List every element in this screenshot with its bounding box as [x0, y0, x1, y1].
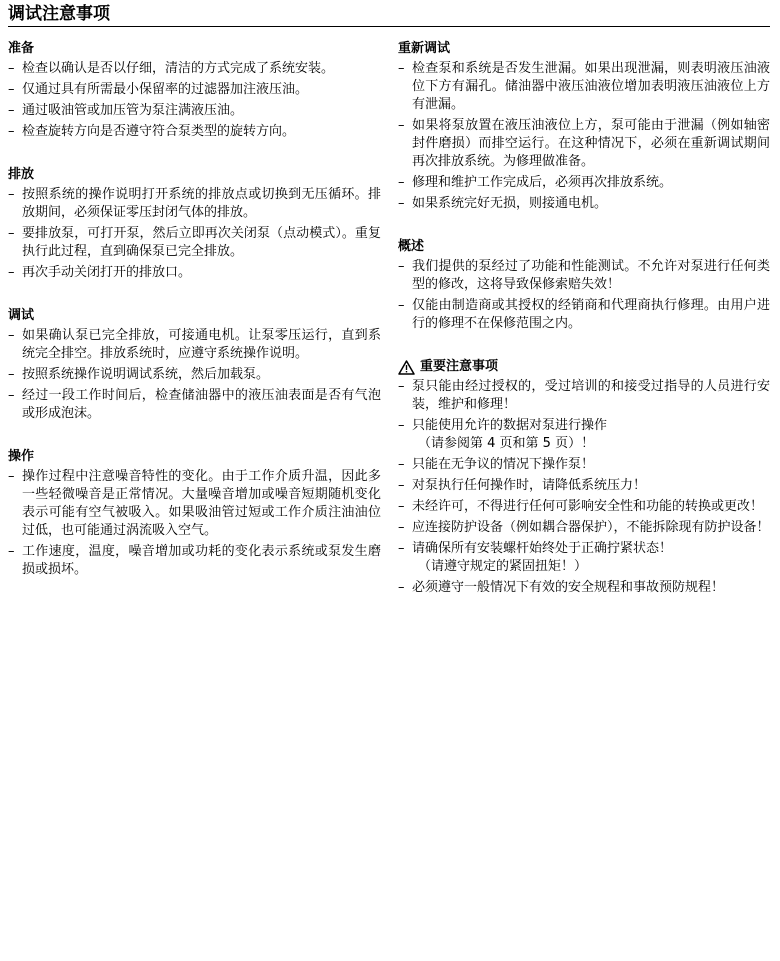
list-prep [8, 60, 381, 141]
warning-triangle-icon [398, 360, 415, 375]
list-recommission [398, 60, 770, 213]
list-commission [8, 327, 381, 423]
list-general [398, 258, 770, 333]
list-item: – 仅能由制造商或其授权的经销商和代理商执行修理。由用户进行的修理不在保修范围之内。 [398, 297, 770, 333]
section-heading-important-wrap [398, 358, 770, 376]
section-operation [8, 448, 381, 579]
section-recommission [398, 40, 770, 213]
list-item: – 未经许可，不得进行任何可影响安全性和功能的转换或更改！ [398, 498, 770, 516]
section-general [398, 238, 770, 333]
list-item [398, 540, 770, 576]
section-prep [8, 40, 381, 141]
list-item: – 经过一段工作时间后，检查储油器中的液压油表面是否有气泡或形成泡沫。 [8, 387, 381, 423]
title-divider [8, 26, 770, 27]
list-item: – 必须遵守一般情况下有效的安全规程和事故预防规程！ [398, 579, 770, 597]
left-column [8, 40, 381, 604]
list-item: – 只能在无争议的情况下操作泵！ [398, 456, 770, 474]
list-item: – 应连接防护设备（例如耦合器保护），不能拆除现有防护设备！ [398, 519, 770, 537]
list-item-text: 只能使用允许的数据对泵进行操作 [412, 418, 608, 433]
list-item: – 泵只能由经过授权的，受过培训的和接受过指导的人员进行安装，维护和修理！ [398, 378, 770, 414]
list-item: – 如果将泵放置在液压油液位上方，泵可能由于泄漏（例如轴密封件磨损）而排空运行。在这种情况下，必须在重新调试期间再次排放系统。为修理做准备。 [398, 117, 770, 171]
list-bleed [8, 186, 381, 282]
section-heading-bleed: 排放 [8, 167, 35, 182]
section-heading-recommission: 重新调试 [398, 41, 451, 56]
section-heading-prep: 准备 [8, 41, 35, 56]
list-item: – 如果系统完好无损，则接通电机。 [398, 195, 770, 213]
section-heading-general: 概述 [398, 239, 425, 254]
section-heading-operation: 操作 [8, 449, 35, 464]
list-item: – 通过吸油管或加压管为泵注满液压油。 [8, 102, 381, 120]
list-item: – 检查泵和系统是否发生泄漏。如果出现泄漏，则表明液压油液位下方有漏孔。储油器中液压油液位增加表明液压油液位上方有泄漏。 [398, 60, 770, 114]
list-item: – 检查以确认是否以仔细，清洁的方式完成了系统安装。 [8, 60, 381, 78]
list-item-text: 请确保所有安装螺杆始终处于正确拧紧状态！ [412, 541, 673, 556]
list-item: – 如果确认泵已完全排放，可接通电机。让泵零压运行，直到系统完全排空。排放系统时，应遵守系统操作说明。 [8, 327, 381, 363]
list-item: – 检查旋转方向是否遵守符合泵类型的旋转方向。 [8, 123, 381, 141]
list-important [398, 378, 770, 597]
page-reference-note: （请参阅第 4 页和第 5 页）！ [418, 436, 595, 451]
list-item: – 修理和维护工作完成后，必须再次排放系统。 [398, 174, 770, 192]
list-item: – 工作速度，温度，噪音增加或功耗的变化表示系统或泵发生磨损或损坏。 [8, 543, 381, 579]
section-commission [8, 307, 381, 423]
list-item: – 要排放泵，可打开泵，然后立即再次关闭泵（点动模式）。重复执行此过程，直到确保泵已完全排放。 [8, 225, 381, 261]
section-heading-commission: 调试 [8, 308, 35, 323]
list-item: – 再次手动关闭打开的排放口。 [8, 264, 381, 282]
section-heading-important: 重要注意事项 [420, 359, 499, 374]
section-bleed [8, 166, 381, 282]
right-column [398, 40, 770, 622]
torque-note: （请遵守规定的紧固扭矩！） [418, 559, 588, 574]
list-item: – 按照系统操作说明调试系统，然后加载泵。 [8, 366, 381, 384]
list-item: – 对泵执行任何操作时，请降低系统压力！ [398, 477, 770, 495]
list-item: – 按照系统的操作说明打开系统的排放点或切换到无压循环。排放期间，必须保证零压封闭气体的排放。 [8, 186, 381, 222]
list-item: – 仅通过具有所需最小保留率的过滤器加注液压油。 [8, 81, 381, 99]
page-title: 调试注意事项 [8, 4, 110, 24]
section-important [398, 358, 770, 597]
list-operation [8, 468, 381, 579]
list-item: – 我们提供的泵经过了功能和性能测试。不允许对泵进行任何类型的修改，这将导致保修索赔失效！ [398, 258, 770, 294]
list-item: – 操作过程中注意噪音特性的变化。由于工作介质升温，因此多一些轻微噪音是正常情况。大量噪音增加或噪音短期随机变化表示可能有空气被吸入。如果吸油管过短或工作介质注油油位过低，也可能通过涡流吸入空气。 [8, 468, 381, 540]
list-item [398, 417, 770, 453]
